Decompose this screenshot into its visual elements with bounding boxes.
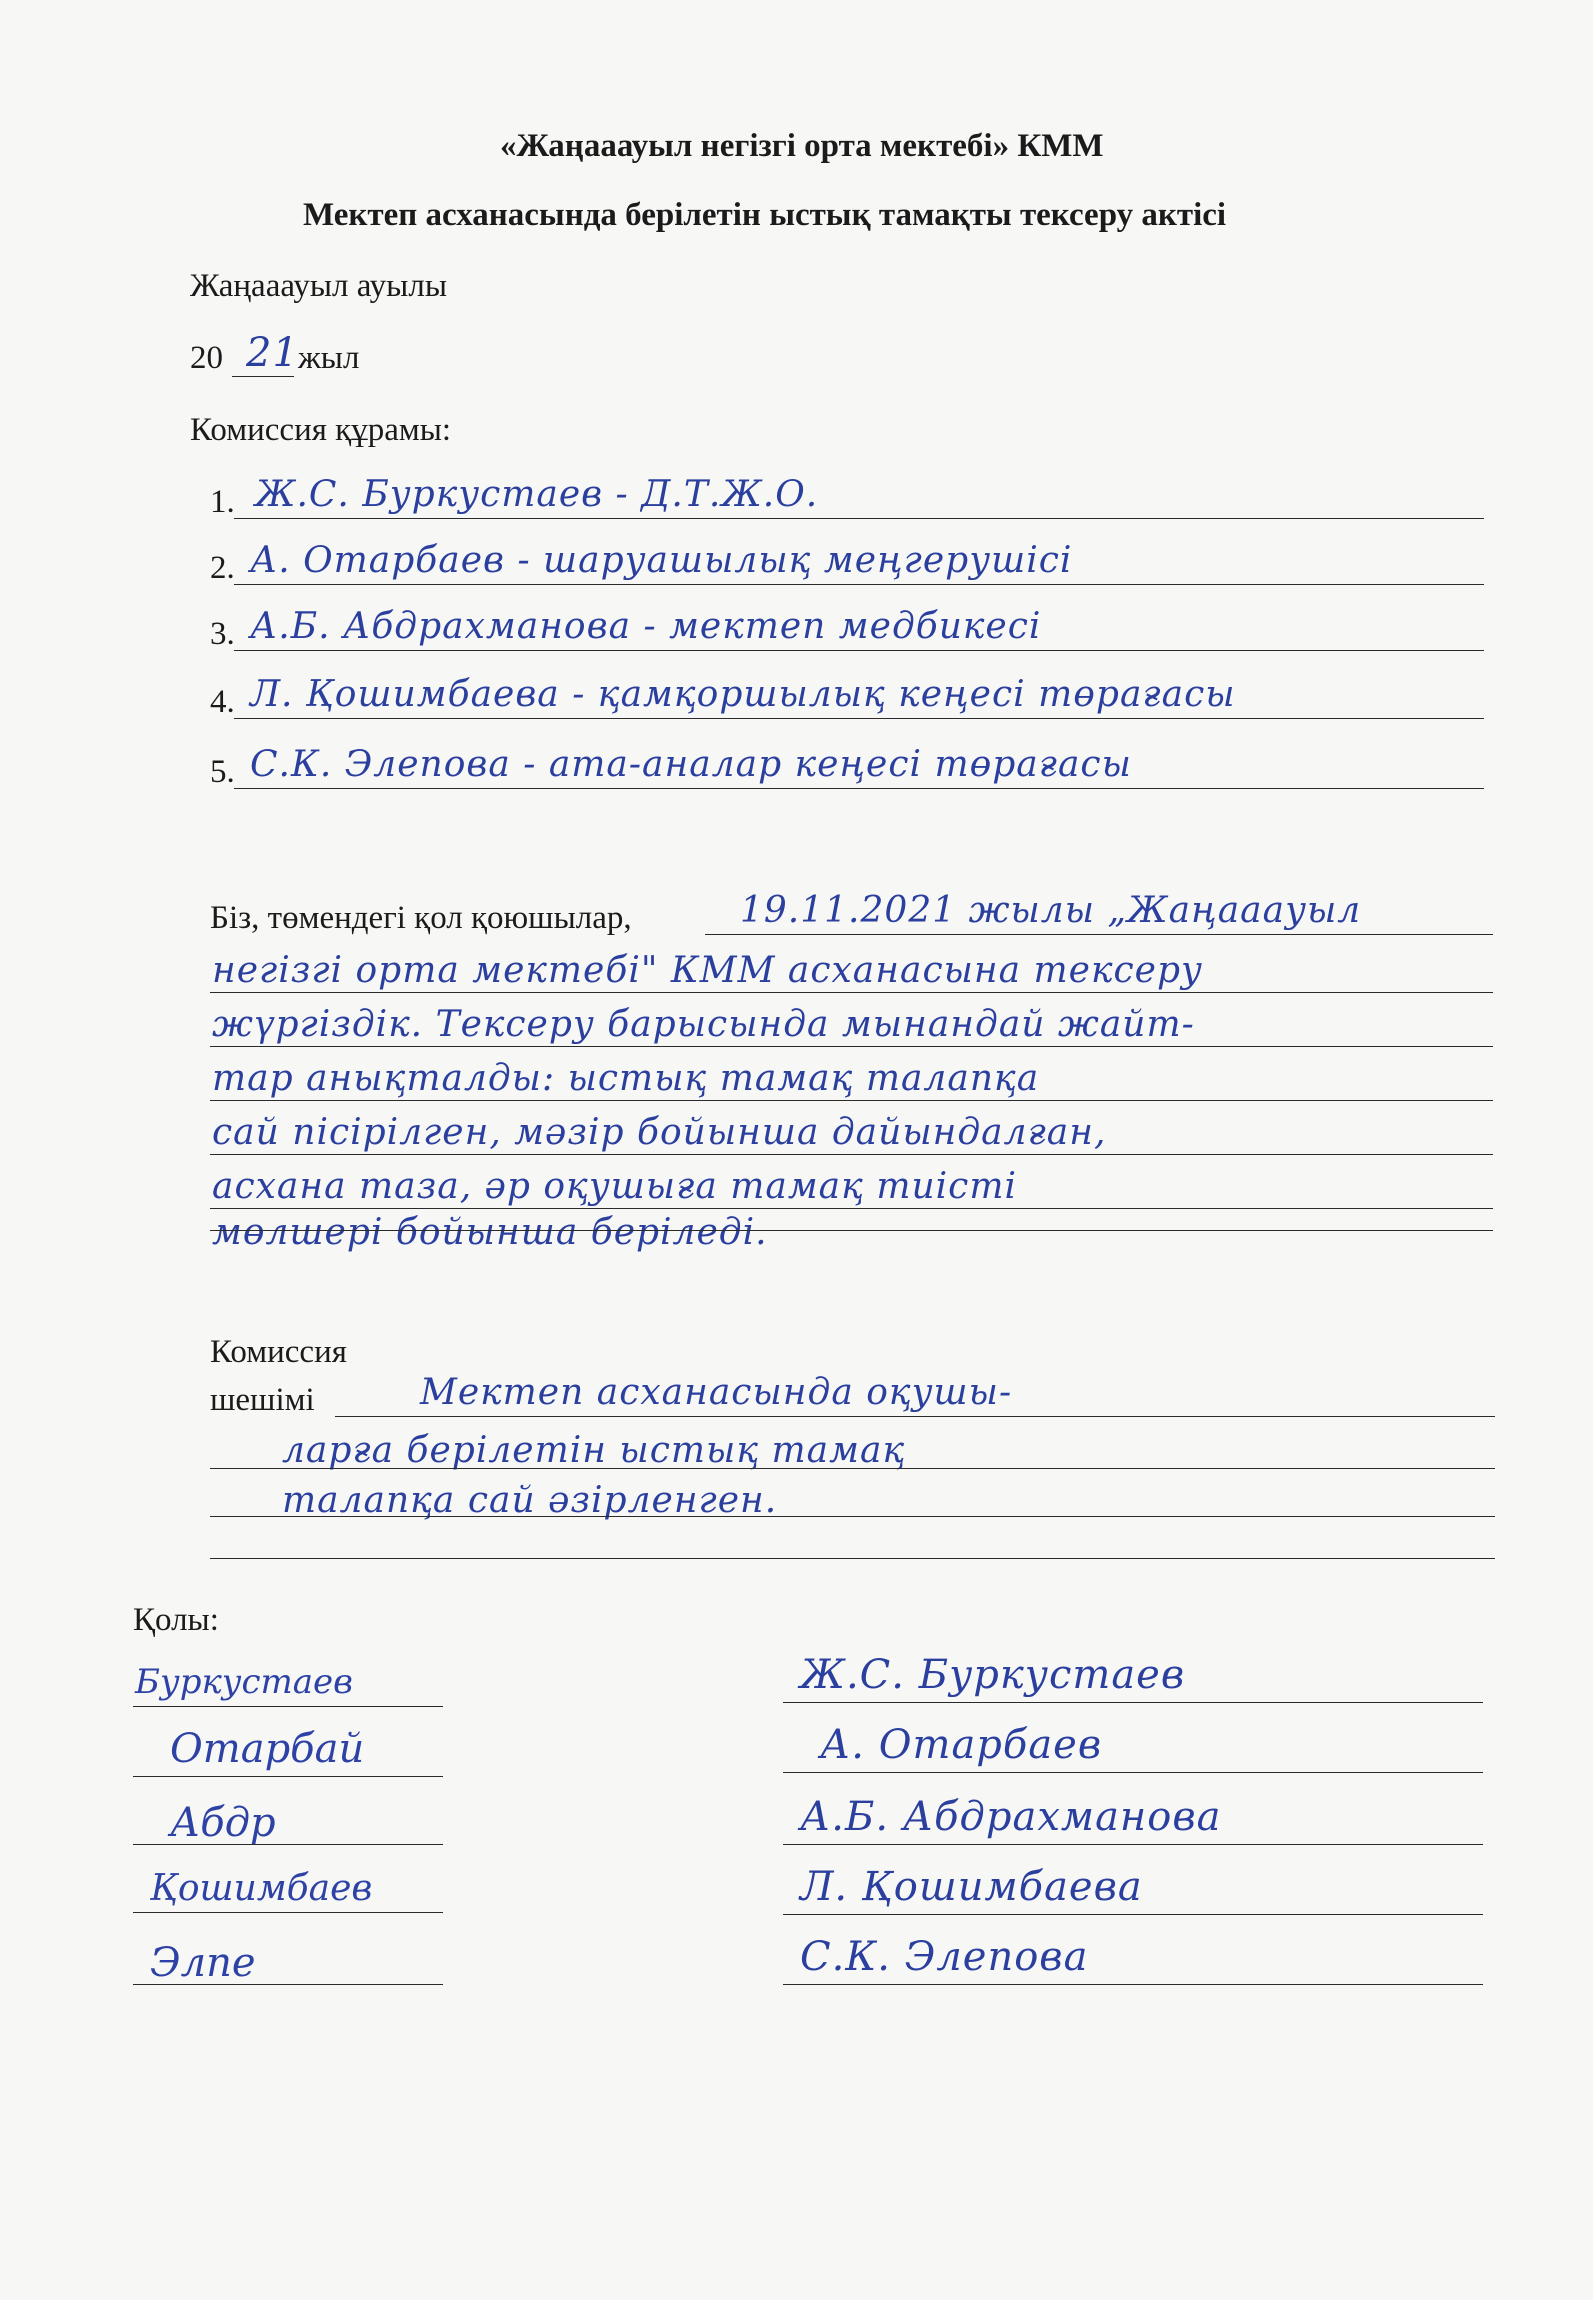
statement-line: асхана таза, әр оқушыға тамақ тиісті (212, 1166, 1017, 1207)
year-prefix: 20 (190, 340, 223, 376)
statement-line: 19.11.2021 жылы „Жаңааауыл (740, 890, 1362, 931)
signature: Отарбай (170, 1726, 365, 1772)
signatory-name: Л. Қошимбаева (800, 1864, 1143, 1910)
signatory-name: А.Б. Абдрахманова (800, 1794, 1222, 1840)
statement-rule (210, 992, 1493, 993)
decision-rule (210, 1468, 1495, 1469)
signature-rule (133, 1912, 443, 1913)
school-name: «Жаңааауыл негізгі орта мектебі» КММ (500, 128, 1104, 164)
member-number: 1. (210, 484, 235, 520)
member-rule (234, 518, 1484, 519)
statement-rule (210, 1230, 1493, 1231)
signature-rule (133, 1844, 443, 1845)
member-entry: А.Б. Абдрахманова - мектеп медбикесі (250, 606, 1042, 647)
document-title: Мектеп асханасында берілетін ыстық тамақты тексеру актісі (303, 197, 1227, 233)
signatory-rule (783, 1844, 1483, 1845)
member-entry: С.К. Элепова - ата-аналар кеңесі төрағасы (250, 744, 1132, 785)
signature-rule (133, 1776, 443, 1777)
decision-line: талапқа сай әзірленген. (282, 1480, 778, 1521)
statement-rule (210, 1154, 1493, 1155)
statement-label: Біз, төмендегі қол қоюшылар, (210, 900, 632, 936)
member-number: 2. (210, 550, 235, 586)
signatory-name: А. Отарбаев (820, 1722, 1103, 1768)
signature: Буркустаев (135, 1662, 353, 1702)
year-rule (232, 376, 294, 377)
member-number: 5. (210, 754, 235, 790)
signature-rule (133, 1706, 443, 1707)
member-number: 3. (210, 616, 235, 652)
member-number: 4. (210, 684, 235, 720)
statement-line: мөлшері бойынша беріледі. (212, 1212, 768, 1253)
member-entry: Л. Қошимбаева - қамқоршылық кеңесі төрағасы (250, 674, 1236, 715)
statement-line: негізгі орта мектебі" КММ асханасына тексеру (212, 950, 1203, 991)
village-name: Жаңааауыл ауылы (190, 268, 447, 304)
decision-line: ларға берілетін ыстық тамақ (282, 1430, 906, 1471)
statement-line: сай пісірілген, мәзір бойынша дайындалған, (212, 1112, 1107, 1153)
signatory-rule (783, 1984, 1483, 1985)
member-entry: Ж.С. Буркустаев - Д.Т.Ж.О. (255, 474, 819, 515)
decision-label-2: шешімі (210, 1382, 315, 1418)
signatory-rule (783, 1914, 1483, 1915)
year-suffix: жыл (298, 340, 360, 376)
decision-rule (210, 1558, 1495, 1559)
signature-rule (133, 1984, 443, 1985)
statement-rule (210, 1100, 1493, 1101)
signature: Абдр (170, 1800, 276, 1846)
member-rule (234, 788, 1484, 789)
signature: Қошимбаев (150, 1868, 373, 1909)
year-value: 21 (246, 330, 299, 376)
member-rule (234, 718, 1484, 719)
decision-label-1: Комиссия (210, 1334, 347, 1370)
statement-rule (705, 934, 1493, 935)
statement-line: тар анықталды: ыстық тамақ талапқа (212, 1058, 1040, 1099)
statement-line: жүргіздік. Тексеру барысында мынандай жайт- (212, 1004, 1195, 1045)
decision-rule (210, 1516, 1495, 1517)
member-rule (234, 650, 1484, 651)
statement-rule (210, 1208, 1493, 1209)
signatory-name: Ж.С. Буркустаев (800, 1652, 1186, 1698)
decision-line: Мектеп асханасында оқушы- (420, 1372, 1013, 1413)
member-entry: А. Отарбаев - шаруашылық меңгерушісі (250, 540, 1073, 581)
signatures-label: Қолы: (133, 1602, 219, 1638)
decision-rule (335, 1416, 1495, 1417)
member-rule (234, 584, 1484, 585)
signature: Элпе (150, 1940, 256, 1986)
commission-label: Комиссия құрамы: (190, 412, 452, 448)
statement-rule (210, 1046, 1493, 1047)
signatory-rule (783, 1702, 1483, 1703)
signatory-rule (783, 1772, 1483, 1773)
signatory-name: С.К. Элепова (800, 1934, 1089, 1980)
